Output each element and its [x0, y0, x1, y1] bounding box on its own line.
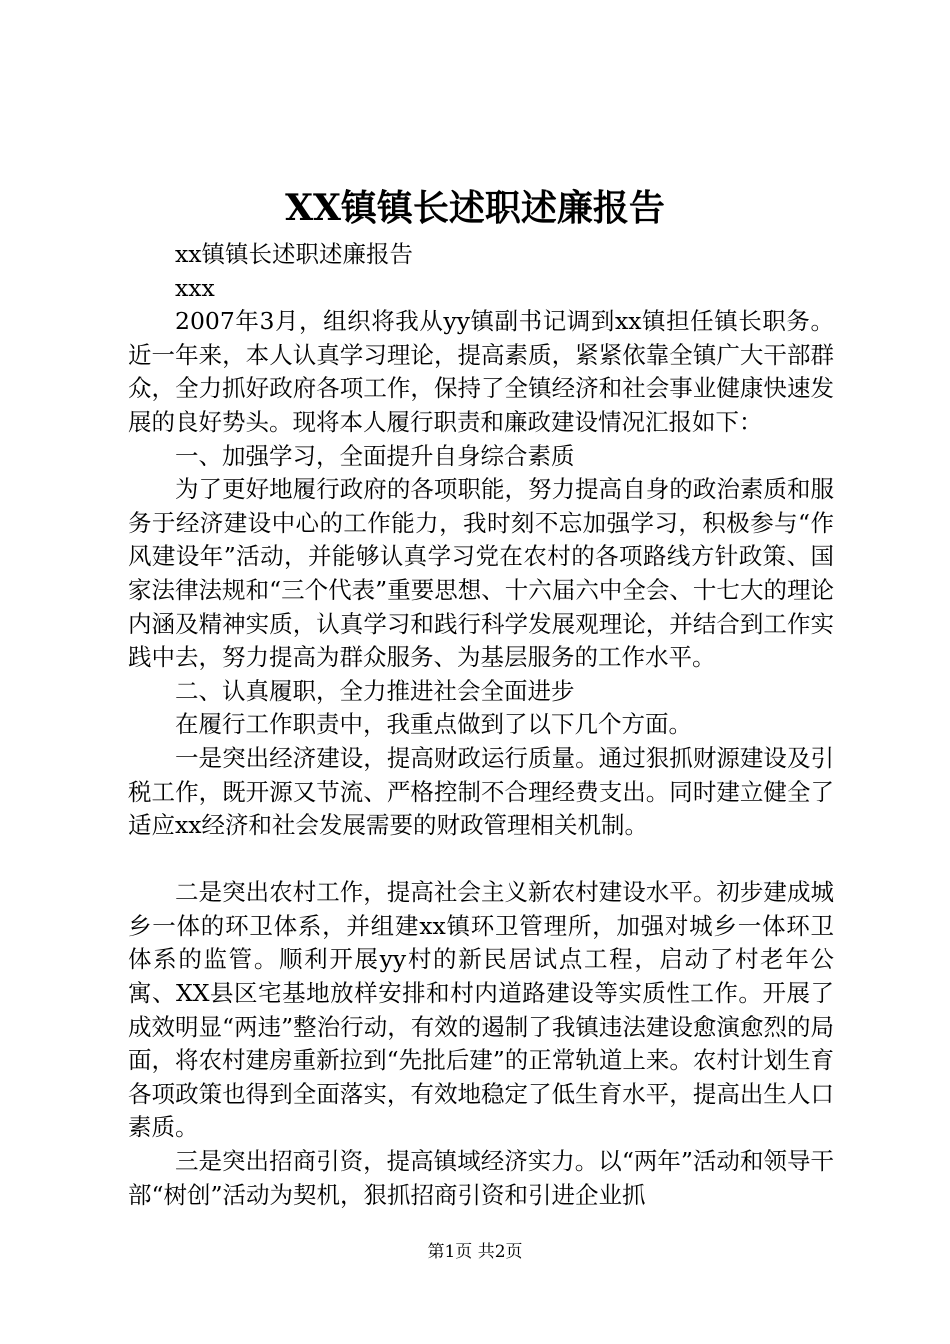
- document-body: [128, 238, 834, 1212]
- section-heading-2: 二、认真履职，全力推进社会全面进步: [175, 676, 575, 705]
- author-paragraph: xxx: [175, 273, 215, 302]
- document-title: XX镇镇长述职述廉报告: [285, 187, 665, 229]
- subtitle-paragraph: xx镇镇长述职述廉报告: [175, 240, 414, 268]
- body-paragraph: 在履行工作职责中，我重点做到了以下几个方面。: [175, 710, 692, 739]
- body-paragraph: 三是突出招商引资，提高镇域经济实力。以“两年”活动和领导干部“树创”活动为契机，狠抓招商引资和引进企业抓: [128, 1147, 834, 1209]
- section-heading-1: 一、加强学习，全面提升自身综合素质: [175, 441, 575, 470]
- page-indicator: 第1页 共2页: [427, 1242, 523, 1262]
- body-paragraph: 二是突出农村工作，提高社会主义新农村建设水平。初步建成城乡一体的环卫体系，并组建xx镇环卫管理所，加强对城乡一体环卫体系的监管。顺利开展yy村的新民居试点工程，启动了村老年公寓、XX县区宅基地放样安排和村内道路建设等实质性工作。开展了成效明显“两违”整治行动，有效的遏制了我镇违法建设愈演愈烈的局面，将农村建房重新拉到“先批后建”的正常轨道上来。农村计划生育各项政策也得到全面落实，有效地稳定了低生育水平，提高出生人口素质。: [128, 878, 834, 1142]
- intro-paragraph: 2007年3月，组织将我从yy镇副书记调到xx镇担任镇长职务。近一年来，本人认真学习理论，提高素质，紧紧依靠全镇广大干部群众，全力抓好政府各项工作，保持了全镇经济和社会事业健康快速发展的良好势头。现将本人履行职责和廉政建设情况汇报如下：: [128, 307, 834, 436]
- body-paragraph: 为了更好地履行政府的各项职能，努力提高自身的政治素质和服务于经济建设中心的工作能力，我时刻不忘加强学习，积极参与“作风建设年”活动，并能够认真学习党在农村的各项路线方针政策、国家法律法规和“三个代表”重要思想、十六届六中全会、十七大的理论内涵及精神实质，认真学习和践行科学发展观理论，并结合到工作实践中去，努力提高为群众服务、为基层服务的工作水平。: [128, 475, 834, 672]
- body-paragraph: 一是突出经济建设，提高财政运行质量。通过狠抓财源建设及引税工作，既开源又节流、严格控制不合理经费支出。同时建立健全了适应xx经济和社会发展需要的财政管理相关机制。: [128, 743, 834, 840]
